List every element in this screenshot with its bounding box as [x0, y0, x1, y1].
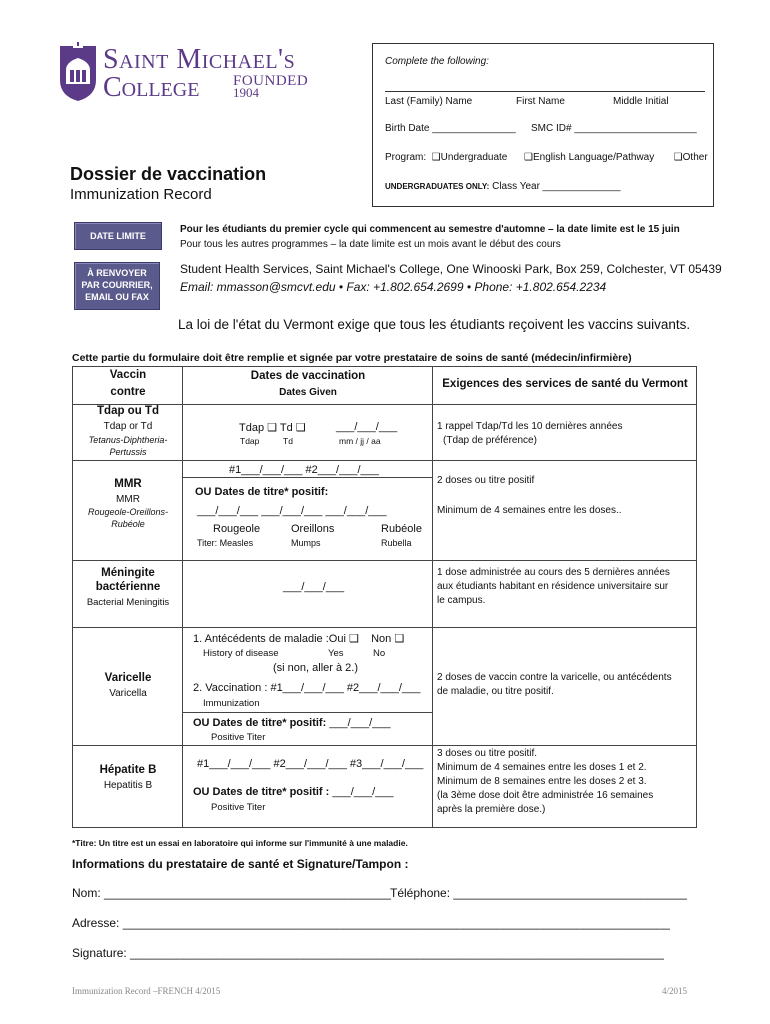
hepatite-titer-row: [193, 786, 394, 798]
send-line1: À RENVOYER: [87, 268, 147, 278]
meningite-date-field[interactable]: ___/___/___: [283, 581, 345, 593]
name-line[interactable]: [385, 91, 705, 92]
hepatite-dates-cell: [183, 746, 433, 828]
mmr-sub3: Rubéole: [111, 519, 145, 529]
english-checkbox[interactable]: ❑: [510, 152, 534, 163]
titer-note: *Titre: Un titre est un essai en laboratoire qui informe sur l'immunité à une maladie.: [72, 838, 408, 848]
vermont-law-text: La loi de l'état du Vermont exige que tous les étudiants reçoivent les vaccins suivants.: [178, 317, 691, 332]
tdap-vaccine-cell: [73, 405, 183, 461]
provider-address-field[interactable]: Adresse: __________________________________________________________________________________: [72, 916, 670, 930]
send-line2: PAR COURRIER,: [81, 280, 153, 290]
tdap-lbl-td: Td: [283, 436, 293, 446]
tdap-sub3: Pertussis: [109, 447, 147, 457]
mmr-titer-label: OU Dates de titre* positif:: [195, 486, 329, 498]
provider-phone-field[interactable]: Téléphone: ___________________________________: [390, 886, 687, 900]
varicelle-history-en: History of disease: [203, 648, 279, 659]
mmr-lbl-rubeole: Rubéole: [381, 523, 422, 535]
hepatite-titer-field[interactable]: ___/___/___: [332, 786, 394, 798]
founded-word: FOUNDED: [233, 73, 309, 89]
undergrad-only-label: UNDERGRADUATES ONLY:: [385, 182, 490, 191]
mmr-name: MMR: [114, 478, 142, 490]
footer-right: 4/2015: [662, 986, 688, 996]
meningite-dates-cell: [183, 561, 433, 628]
varicelle-history-label: 1. Antécédents de maladie :: [193, 633, 329, 645]
meningite-name1: Méningite: [101, 567, 155, 579]
header-dates-en: Dates Given: [279, 387, 337, 398]
table-header-row: [73, 367, 697, 405]
class-year-row: [385, 181, 621, 192]
hepatite-vaccine-cell: [73, 746, 183, 828]
hepatite-req4: (la 3ème dose doit être administrée 16 semaines: [437, 790, 654, 801]
tdap-checkbox[interactable]: ❑: [267, 422, 278, 434]
varicelle-immunization: Immunization: [203, 698, 260, 709]
provider-heading: Informations du prestataire de santé et Signature/Tampon :: [72, 857, 409, 871]
class-year-field[interactable]: Class Year ______________: [492, 181, 621, 192]
table-row: [73, 628, 697, 746]
contact-line: Email: mmasson@smcvt.edu • Fax: +1.802.654.2699 • Phone: +1.802.654.2234: [180, 280, 607, 294]
hepatite-req1: 3 doses ou titre positif.: [437, 748, 538, 759]
meningite-req1: 1 dose administrée au cours des 5 dernières années: [437, 567, 670, 578]
varicelle-req-cell: [433, 628, 697, 746]
mmr-sub1: MMR: [116, 494, 140, 505]
middle-initial-label: Middle Initial: [613, 96, 669, 107]
header-vaccin-cell: [73, 367, 183, 405]
provider-name-field[interactable]: Nom: ___________________________________________: [72, 886, 391, 900]
hepatite-titer-label: OU Dates de titre* positif :: [193, 786, 330, 798]
varicelle-history-row: [193, 632, 404, 645]
td-option-label: Td: [279, 422, 293, 434]
header-contre: contre: [110, 386, 146, 398]
provider-signature-field[interactable]: Signature: ________________________________________________________________________________: [72, 946, 664, 960]
page-title-en: Immunization Record: [70, 186, 212, 203]
hepatite-sub: Hepatitis B: [103, 780, 153, 791]
varicelle-oui-checkbox[interactable]: ❑: [348, 633, 359, 645]
header-vaccin: Vaccin: [109, 369, 147, 381]
contact-address: Student Health Services, Saint Michael's College, One Winooski Park, Box 259, Colchester, VT 05439: [180, 262, 722, 276]
tdap-lbl-tdap: Tdap: [240, 436, 260, 446]
tdap-options: [239, 421, 306, 434]
tdap-req2: (Tdap de préférence): [443, 435, 537, 446]
provider-instructions: Cette partie du formulaire doit être remplie et signée par votre prestataire de soins de santé (médecin/infirmière): [72, 352, 632, 364]
varicelle-positive-titer: Positive Titer: [211, 732, 266, 743]
header-dates-fr: Dates de vaccination: [250, 370, 366, 382]
english-label: English Language/Pathway: [533, 152, 655, 163]
mmr-req-cell: [433, 461, 697, 561]
tdap-option-label: Tdap: [239, 422, 265, 434]
mmr-req2: Minimum de 4 semaines entre les doses..: [437, 505, 622, 516]
table-row: [73, 561, 697, 628]
send-badge: [74, 262, 160, 310]
td-checkbox[interactable]: ❑: [295, 422, 306, 434]
varicelle-yes: Yes: [328, 648, 344, 659]
footer-left: Immunization Record –FRENCH 4/2015: [72, 986, 221, 996]
logo-founded: [233, 75, 308, 99]
founded-year: 1904: [233, 85, 259, 100]
meningite-req-cell: [433, 561, 697, 628]
mmr-lbl-measles: Titer: Measles: [197, 538, 254, 548]
varicelle-name: Varicelle: [104, 672, 152, 684]
hepatite-positive-titer: Positive Titer: [211, 802, 266, 813]
table-row: [73, 746, 697, 828]
logo-line1: Saint Michael's: [103, 44, 296, 75]
college-seal-icon: [58, 40, 98, 102]
other-checkbox[interactable]: ❑: [657, 152, 683, 163]
tdap-lbl-date: mm / jj / aa: [339, 436, 381, 446]
program-row: [385, 152, 708, 163]
other-label: Other: [682, 152, 708, 163]
varicelle-oui-label: Oui: [328, 633, 346, 645]
tdap-sub2: Tetanus-Diphtheria-: [88, 435, 168, 445]
mmr-dates-cell: [183, 461, 433, 561]
varicelle-vaccination-fields[interactable]: 2. Vaccination : #1___/___/___ #2___/___/___: [193, 682, 421, 694]
tdap-sub1: Tdap or Td: [103, 421, 153, 432]
meningite-vaccine-cell: [73, 561, 183, 628]
varicelle-sub: Varicella: [109, 688, 147, 699]
mmr-lbl-rougeole: Rougeole: [213, 523, 261, 535]
info-box-heading: Complete the following:: [385, 56, 489, 67]
deadline-line2: Pour tous les autres programmes – la date limite est un mois avant le début des cours: [180, 239, 561, 250]
varicelle-no: No: [373, 648, 386, 659]
varicelle-req2: de maladie, ou titre positif.: [437, 686, 554, 697]
hepatite-req5: après la première dose.): [437, 804, 546, 815]
varicelle-dates-cell: [183, 628, 433, 746]
program-label: Program:: [385, 152, 427, 163]
varicelle-titer-row: [193, 717, 390, 729]
tdap-req-cell: [433, 405, 697, 461]
smc-id-field[interactable]: SMC ID# ______________________: [531, 123, 697, 134]
tdap-dates-cell: [183, 405, 433, 461]
varicelle-non-checkbox[interactable]: ❑: [394, 633, 405, 645]
mmr-lbl-rubella: Rubella: [381, 538, 412, 548]
meningite-sub: Bacterial Meningitis: [86, 597, 170, 608]
varicelle-si-non: (si non, aller à 2.): [273, 662, 358, 674]
undergrad-checkbox[interactable]: ❑: [428, 152, 441, 163]
table-row: [73, 461, 697, 561]
tdap-date-field[interactable]: ___/___/___: [336, 421, 398, 433]
last-name-label: Last (Family) Name: [385, 96, 473, 107]
first-name-label: First Name: [516, 96, 565, 107]
mmr-lbl-mumps: Mumps: [291, 538, 321, 548]
tdap-name: Tdap ou Td: [97, 405, 159, 417]
header-exigences-cell: [433, 367, 697, 405]
header-dates-cell: [183, 367, 433, 405]
page-title-fr: Dossier de vaccination: [70, 164, 267, 184]
hepatite-req2: Minimum de 4 semaines entre les doses 1 et 2.: [437, 762, 647, 773]
varicelle-vaccine-cell: [73, 628, 183, 746]
table-row: [73, 405, 697, 461]
meningite-name2: bactérienne: [95, 581, 161, 593]
meningite-req2: aux étudiants habitant en résidence universitaire sur: [437, 581, 669, 592]
hepatite-name: Hépatite B: [99, 764, 157, 776]
vaccination-table: [72, 366, 697, 828]
header-exigences: Exigences des services de santé du Vermont: [442, 378, 688, 390]
mmr-sub2: Rougeole-Oreillons-: [87, 507, 169, 517]
mmr-dose-fields[interactable]: #1___/___/___ #2___/___/___: [229, 464, 379, 476]
hepatite-req3: Minimum de 8 semaines entre les doses 2 et 3.: [437, 776, 647, 787]
varicelle-titer-label: OU Dates de titre* positif:: [193, 717, 327, 729]
varicelle-req1: 2 doses de vaccin contre la varicelle, ou antécédents: [437, 672, 672, 683]
undergrad-label: Undergraduate: [440, 152, 508, 163]
meningite-req3: le campus.: [437, 595, 486, 606]
varicelle-titer-field[interactable]: ___/___/___: [329, 717, 391, 729]
mmr-vaccine-cell: [73, 461, 183, 561]
varicelle-non-label: Non: [371, 633, 392, 645]
mmr-titer-fields[interactable]: ___/___/___ ___/___/___ ___/___/___: [197, 505, 387, 517]
birth-date-field[interactable]: Birth Date _______________: [385, 123, 516, 134]
send-line3: EMAIL OU FAX: [85, 292, 149, 302]
student-info-box: [372, 43, 714, 207]
hepatite-req-cell: [433, 746, 697, 828]
hepatite-dose-fields[interactable]: #1___/___/___ #2___/___/___ #3___/___/___: [197, 758, 424, 770]
logo-line2: College: [103, 72, 200, 103]
tdap-req1: 1 rappel Tdap/Td les 10 dernières années: [437, 421, 623, 432]
mmr-lbl-oreillons: Oreillons: [291, 523, 335, 535]
deadline-line1: Pour les étudiants du premier cycle qui commencent au semestre d'automne – la date limite est le 15 juin: [180, 224, 680, 235]
mmr-req1: 2 doses ou titre positif: [437, 475, 535, 486]
deadline-badge: DATE LIMITE: [74, 222, 162, 250]
